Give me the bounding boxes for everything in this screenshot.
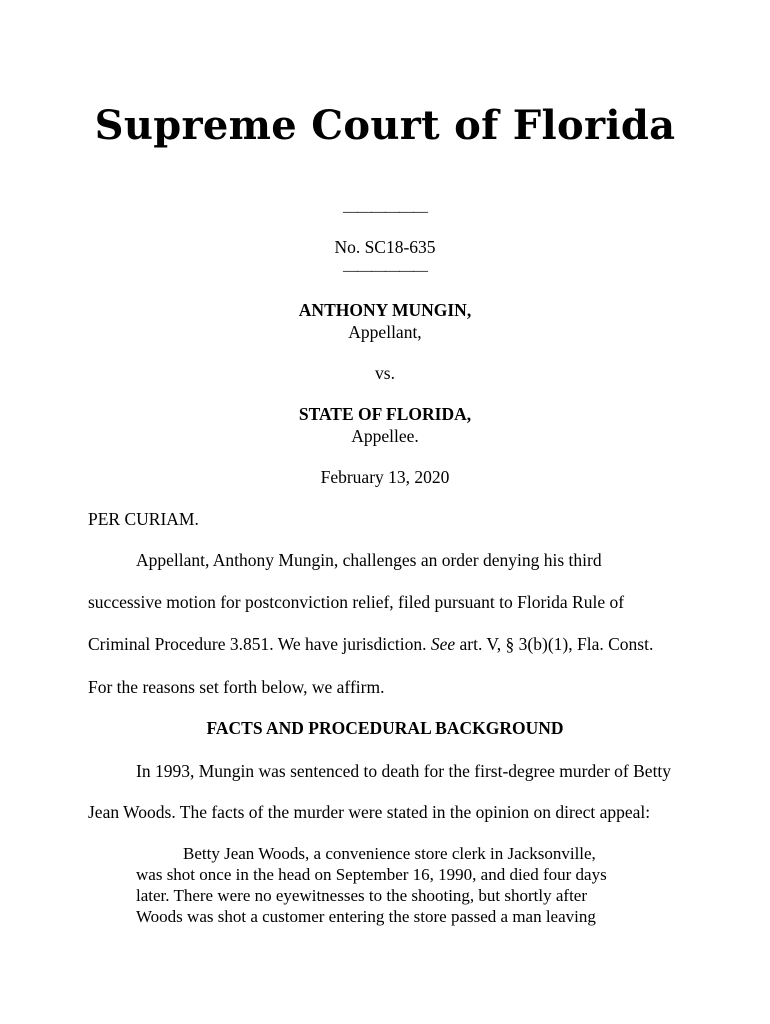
paragraph-line: successive motion for postconviction relief, filed pursuant to Florida Rule of: [88, 592, 625, 612]
paragraph-line: [88, 633, 653, 655]
paragraph-line: Jean Woods. The facts of the murder were stated in the opinion on direct appeal:: [88, 802, 651, 822]
appellee-role: Appellee.: [351, 426, 419, 446]
block-quote-line: was shot once in the head on September 16, 1990, and died four days: [136, 865, 607, 884]
appellant-role: Appellant,: [348, 322, 422, 342]
appellant-name: ANTHONY MUNGIN,: [298, 300, 472, 320]
rule-bottom: ——————: [343, 263, 427, 279]
block-quote-line: Woods was shot a customer entering the store passed a man leaving: [136, 907, 596, 926]
court-name-heading: Supreme Court of Florida: [94, 102, 676, 149]
citation-text: art. V, § 3(b)(1), Fla. Const.: [455, 634, 654, 654]
rule-top: ——————: [343, 204, 427, 220]
per-curiam: PER CURIAM.: [88, 509, 199, 529]
paragraph-line: For the reasons set forth below, we affirm.: [88, 677, 385, 697]
paragraph-line: In 1993, Mungin was sentenced to death for the first-degree murder of Betty: [136, 761, 672, 781]
decision-date: February 13, 2020: [320, 467, 450, 487]
case-number: No. SC18-635: [334, 237, 436, 257]
paragraph-line: Appellant, Anthony Mungin, challenges an order denying his third: [136, 550, 602, 570]
block-quote-line: Betty Jean Woods, a convenience store clerk in Jacksonville,: [183, 844, 596, 863]
appellee-name: STATE OF FLORIDA,: [298, 404, 472, 424]
section-heading: FACTS AND PROCEDURAL BACKGROUND: [206, 718, 564, 738]
citation-signal: See: [430, 634, 456, 654]
versus: vs.: [375, 363, 395, 383]
block-quote-line: later. There were no eyewitnesses to the shooting, but shortly after: [136, 886, 588, 905]
citation-text: Criminal Procedure 3.851. We have jurisdiction.: [88, 634, 431, 654]
